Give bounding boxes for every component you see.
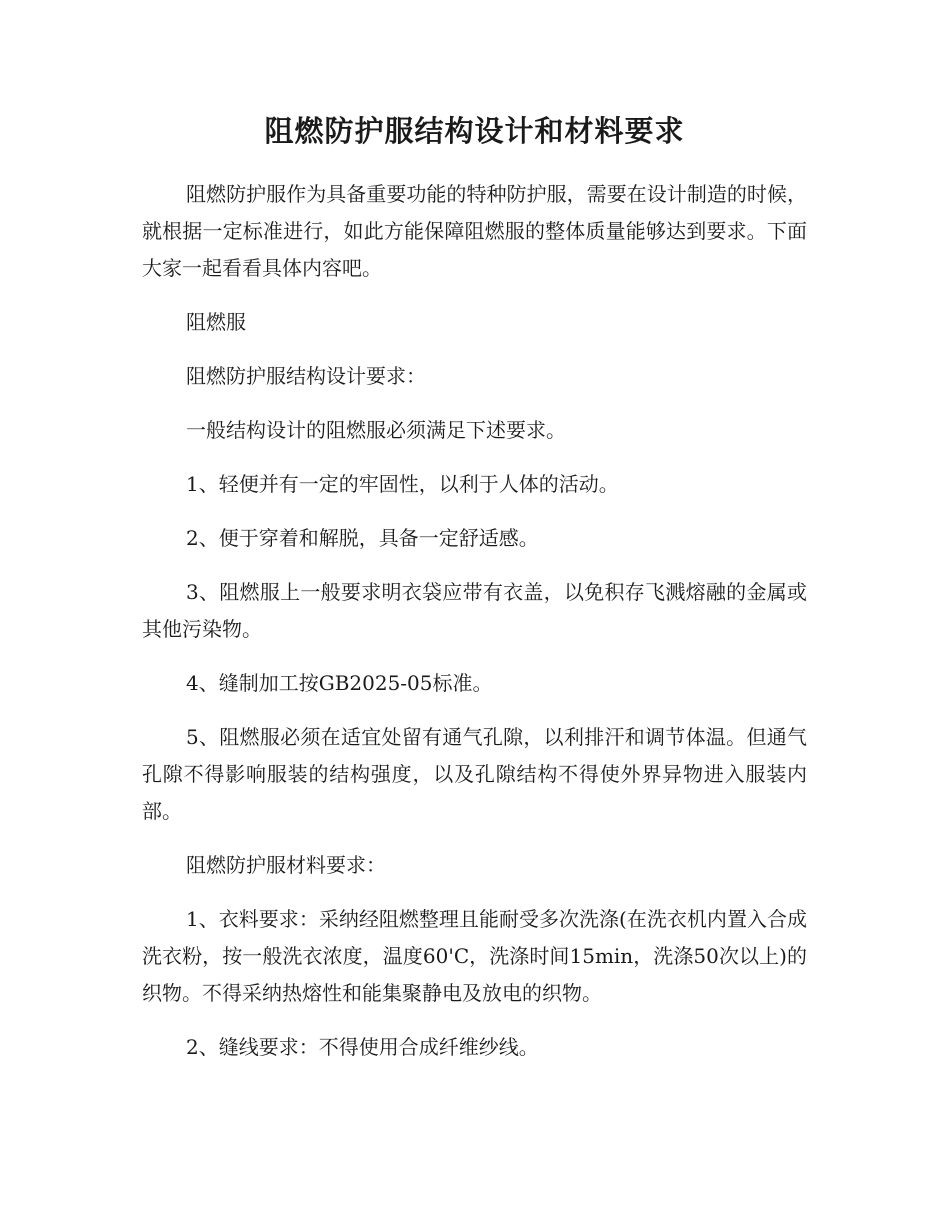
intro-paragraph: 阻燃防护服作为具备重要功能的特种防护服，需要在设计制造的时候，就根据一定标准进行，如此方能保障阻燃服的整体质量能够达到要求。下面大家一起看看具体内容吧。 — [142, 182, 807, 280]
structure-item-2: 2、便于穿着和解脱，具备一定舒适感。 — [186, 526, 539, 550]
section-heading-materials: 阻燃防护服材料要求： — [186, 853, 386, 877]
structure-item-5: 5、阻燃服必须在适宜处留有通气孔隙，以利排汗和调节体温。但通气孔隙不得影响服装的结构强度，以及孔隙结构不得使外界异物进入服装内部。 — [142, 725, 807, 823]
materials-item-1: 1、衣料要求：采纳经阻燃整理且能耐受多次洗涤(在洗衣机内置入合成洗衣粉，按一般洗衣浓度，温度60'C，洗涤时间15min，洗涤50次以上)的织物。不得采纳热熔性和能集聚静电及放电的织物。 — [142, 907, 807, 1005]
subheading-flame-retardant-suit: 阻燃服 — [186, 310, 246, 334]
structure-item-1: 1、轻便并有一定的牢固性，以利于人体的活动。 — [186, 472, 619, 496]
structure-intro-paragraph: 一般结构设计的阻燃服必须满足下述要求。 — [186, 418, 566, 442]
document-title: 阻燃防护服结构设计和材料要求 — [264, 114, 685, 148]
materials-item-2: 2、缝线要求：不得使用合成纤维纱线。 — [186, 1035, 539, 1059]
structure-item-3: 3、阻燃服上一般要求明衣袋应带有衣盖，以免积存飞溅熔融的金属或其他污染物。 — [142, 580, 807, 641]
document-page — [142, 108, 807, 1083]
section-heading-structure: 阻燃防护服结构设计要求： — [186, 364, 426, 388]
structure-item-4: 4、缝制加工按GB2025-05标准。 — [186, 671, 493, 695]
